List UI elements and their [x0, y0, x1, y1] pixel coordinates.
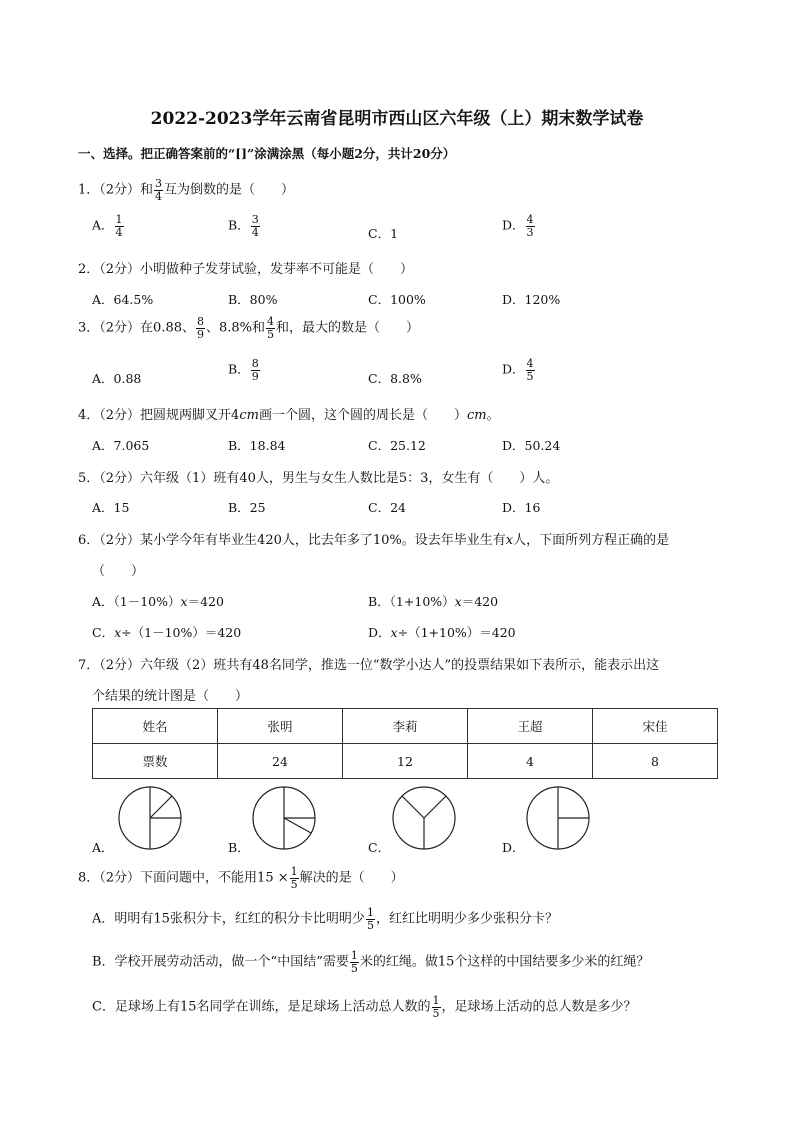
q1-text-post: 互为倒数的是（ ） — [164, 182, 295, 198]
q5-option-b[interactable]: B．25 — [228, 500, 266, 515]
pie-chart-c[interactable] — [390, 784, 458, 852]
q1-text-pre: 1．（2分）和 — [78, 182, 154, 198]
vote-table — [92, 708, 718, 779]
pie-chart-d[interactable] — [524, 784, 592, 852]
q6-option-b[interactable]: B．（1+10%）x＝420 — [368, 594, 499, 609]
table-cell: 张明 — [218, 709, 343, 744]
q3-option-b[interactable]: B． $\frac{8}{9}$ — [228, 357, 259, 383]
table-header-row — [93, 709, 718, 744]
q3-option-c[interactable]: C．8.8% — [368, 371, 422, 386]
q3-option-d[interactable]: D． $\frac{4}{5}$ — [502, 357, 534, 383]
q1-option-b[interactable]: B． $\frac{3}{4}$ — [228, 213, 259, 239]
q3-option-a[interactable]: A．0.88 — [92, 371, 142, 386]
table-cell: 8 — [593, 744, 718, 779]
q2-option-b[interactable]: B．80% — [228, 292, 278, 307]
question-8: 8．（2分）下面问题中，不能用15 × $\frac{1}{5}$ 解决的是（ ） — [78, 865, 404, 891]
q5-option-a[interactable]: A．15 — [92, 500, 130, 515]
table-cell: 宋佳 — [593, 709, 718, 744]
q1-option-d[interactable]: D． $\frac{4}{3}$ — [502, 213, 534, 239]
q6-option-d[interactable]: D．x÷（1+10%）＝420 — [368, 625, 516, 640]
table-cell: 4 — [468, 744, 593, 779]
question-7-line2: 个结果的统计图是（ ） — [92, 689, 249, 704]
question-1 — [78, 178, 294, 202]
pie-chart-b[interactable] — [250, 784, 318, 852]
question-7: 7．（2分）六年级（2）班共有48名同学，推选一位“数学小达人”的投票结果如下表所示，能表示出这 — [78, 658, 660, 673]
q2-option-d[interactable]: D．120% — [502, 292, 561, 307]
question-5: 5．（2分）六年级（1）班有40人，男生与女生人数比是5：3，女生有（ ）人。 — [78, 471, 559, 486]
question-3: 3．（2分）在0.88、 $\frac{8}{9}$ 、8.8%和 $\frac{4}{5}$ 和，最大的数是（ ） — [78, 315, 420, 341]
q6-option-a[interactable]: A．（1－10%）x＝420 — [92, 594, 224, 609]
q1-fraction: $\frac{3}{4}$ — [155, 177, 163, 203]
page-title: 2022-2023学年云南省昆明市西山区六年级（上）期末数学试卷 — [150, 109, 644, 129]
q4-option-b[interactable]: B．18.84 — [228, 438, 286, 453]
q4-option-d[interactable]: D．50.24 — [502, 438, 561, 453]
q5-option-d[interactable]: D．16 — [502, 500, 541, 515]
question-6: 6．（2分）某小学今年有毕业生420人，比去年多了10%。设去年毕业生有x人，下面所列方程正确的是 — [78, 533, 670, 548]
table-cell: 李莉 — [343, 709, 468, 744]
q7-option-c[interactable]: C． — [368, 840, 391, 855]
q1-option-c[interactable]: C．1 — [368, 226, 399, 241]
pie-chart-a[interactable] — [116, 784, 184, 852]
question-6-line2: （ ） — [92, 564, 145, 579]
q7-option-b[interactable]: B． — [228, 840, 250, 855]
q4-option-c[interactable]: C．25.12 — [368, 438, 426, 453]
q7-option-d[interactable]: D． — [502, 840, 525, 855]
q8-option-a[interactable]: A．明明有15张积分卡，红红的积分卡比明明少 $\frac{1}{5}$ ，红红比明明少多少张积分卡？ — [92, 906, 558, 932]
question-4: 4．（2分）把圆规两脚叉开4cm画一个圆，这个圆的周长是（ ）cm。 — [78, 408, 500, 423]
table-cell: 票数 — [93, 744, 218, 779]
q2-option-c[interactable]: C．100% — [368, 292, 426, 307]
question-2: 2．（2分）小明做种子发芽试验，发芽率不可能是（ ） — [78, 262, 414, 277]
q2-option-a[interactable]: A．64.5% — [92, 292, 154, 307]
q8-option-b[interactable]: B．学校开展劳动活动，做一个“中国结”需要 $\frac{1}{5}$ 米的红绳。做15个这样的中国结要多少米的红绳？ — [92, 949, 650, 975]
section-heading: 一、选择。把正确答案前的“[]”涂满涂黑（每小题2分，共计20分） — [78, 146, 456, 161]
table-cell: 姓名 — [93, 709, 218, 744]
q5-option-c[interactable]: C．24 — [368, 500, 406, 515]
q4-option-a[interactable]: A．7.065 — [92, 438, 150, 453]
table-cell: 24 — [218, 744, 343, 779]
q6-option-c[interactable]: C．x÷（1－10%）＝420 — [92, 625, 242, 640]
q1-option-a[interactable]: A． $\frac{1}{4}$ — [92, 213, 123, 239]
q7-option-a[interactable]: A． — [92, 840, 114, 855]
table-row — [93, 744, 718, 779]
table-cell: 12 — [343, 744, 468, 779]
table-cell: 王超 — [468, 709, 593, 744]
q8-option-c[interactable]: C．足球场上有15名同学在训练，是足球场上活动总人数的 $\frac{1}{5}$ ，足球场上活动的总人数是多少？ — [92, 994, 637, 1020]
